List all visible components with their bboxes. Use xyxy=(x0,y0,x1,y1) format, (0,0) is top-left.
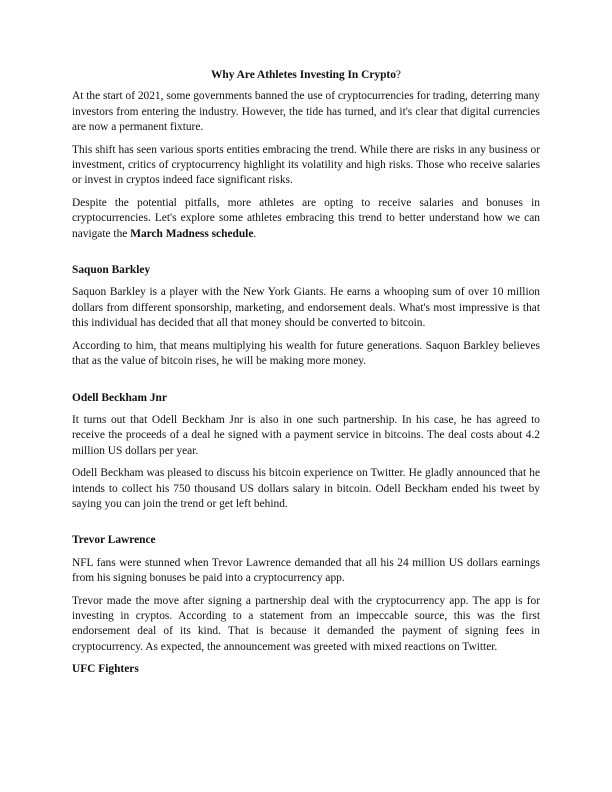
odell-paragraph-1: It turns out that Odell Beckham Jnr is also in one such partnership. In his case, he has agreed to receive the proceeds of a deal he signed with a payment service in bitcoins. The deal costs about 4.2 million US dollars per year. xyxy=(72,413,540,457)
document-title xyxy=(72,68,540,83)
intro-paragraph-1: At the start of 2021, some governments banned the use of cryptocurrencies for trading, deterring many investors from entering the industry. However, the tide has turned, and it's clear that digital currencies are now a permanent fixture. xyxy=(72,90,540,134)
document-title-text: Why Are Athletes Investing In Crypto xyxy=(211,69,396,81)
odell-paragraph-2: Odell Beckham was pleased to discuss his bitcoin experience on Twitter. He gladly announced that he intends to collect his 750 thousand US dollars salary in bitcoin. Odell Beckham ended his tweet by saying you can join the trend or get left behind. xyxy=(72,467,540,510)
trevor-paragraph-1: NFL fans were stunned when Trevor Lawrence demanded that all his 24 million US dollars earnings from his signing bonuses be paid into a cryptocurrency app. xyxy=(72,556,540,585)
intro-paragraph-3 xyxy=(72,196,540,242)
section-heading-ufc-fighters: UFC Fighters xyxy=(72,663,139,676)
section-heading-odell-beckham: Odell Beckham Jnr xyxy=(72,391,167,404)
section-heading-trevor-lawrence: Trevor Lawrence xyxy=(72,534,156,547)
intro-paragraph-2: This shift has seen various sports entities embracing the trend. While there are risks in any business or investment, critics of cryptocurrency highlight its volatility and high risks. Those who receive salaries or invest in cryptos indeed face significant risks. xyxy=(72,143,540,187)
intro-paragraph-3-text: Despite the potential pitfalls, more athletes are opting to receive salaries and bonuses in cryptocurrencies. Let's explore some athletes embracing this trend to better understand how we can navigate the xyxy=(72,196,540,240)
document-page xyxy=(72,68,540,685)
march-madness-link-text: March Madness schedule xyxy=(130,227,254,240)
section-heading-saquon-barkley: Saquon Barkley xyxy=(72,264,151,277)
saquon-paragraph-2: According to him, that means multiplying his wealth for future generations. Saquon Barkley believes that as the value of bitcoin rises, he will be making more money. xyxy=(72,339,540,368)
trevor-paragraph-2: Trevor made the move after signing a partnership deal with the cryptocurrency app. The app is for investing in cryptos. According to a statement from an impeccable source, this was the first endorsement deal of its kind. That is because it demanded the payment of signing fees in cryptocurrency. As expected, the announcement was greeted with mixed reactions on Twitter. xyxy=(72,594,540,653)
saquon-paragraph-1: Saquon Barkley is a player with the New York Giants. He earns a whooping sum of over 10 million dollars from different sponsorship, marketing, and endorsement deals. What's most impressive is that this individual has decided that all that money should be converted to bitcoin. xyxy=(72,286,540,330)
document-title-punct: ? xyxy=(395,69,401,81)
intro-paragraph-3-end: . xyxy=(253,227,257,240)
